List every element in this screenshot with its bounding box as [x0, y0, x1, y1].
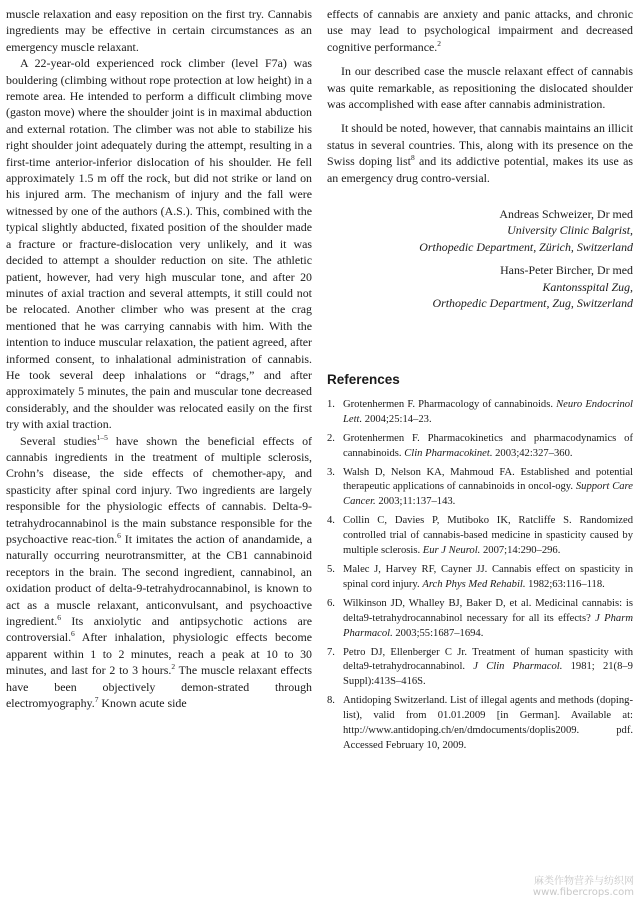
reference-text: Antidoping Switzerland. List of illegal agents and methods (doping-list), valid from 01.01.2009 [in German]. Available at: http://www.antidoping.ch/en/dmdocuments/doplis2009. pdf. Accessed February 10, 2009. — [343, 695, 633, 751]
reference-journal: Neuro Endocrinol Lett. — [343, 398, 633, 425]
watermark-line: 麻类作物营养与纺织网 — [534, 876, 634, 887]
watermark — [533, 876, 634, 898]
reference-item — [327, 646, 633, 691]
reference-number: 1. — [327, 398, 335, 410]
text-span: have shown the beneficial effects of cannabis ingredients in the treatment of multiple sclerosis, Crohn’s disease, the side effects of chemother-apy, and spasticity after spinal cord injury. Two ingredients are largely responsible for the physiologic effects of cannabis. Delta-9-tetrahydrocannabinol is the main substance responsible for the psychoactive reac-tion. — [6, 433, 312, 546]
citation-superscript: 7 — [94, 695, 99, 705]
text-span: and its addictive potential, makes its use as an emergency drug contro-versial. — [327, 154, 633, 185]
author-department: Orthopedic Department, Zug, Switzerland — [432, 296, 633, 311]
reference-journal: J Clin Pharmacol. — [473, 661, 563, 673]
references-heading: References — [327, 371, 400, 387]
left-column — [6, 6, 312, 711]
author-affiliation: University Clinic Balgrist, — [507, 223, 633, 238]
citation-superscript: 2 — [171, 662, 176, 672]
reference-text: Grotenhermen F. Pharmacology of cannabinoids. — [343, 398, 557, 410]
citation-superscript: 1–5 — [96, 432, 108, 442]
citation-superscript: 2 — [437, 38, 442, 48]
citation-superscript: 8 — [410, 153, 415, 163]
citation-superscript: 6 — [71, 629, 75, 639]
reference-tail: 1982;63:116–118. — [525, 578, 605, 590]
reference-tail: 2003;42:327–360. — [492, 447, 573, 459]
reference-journal: J Pharm Pharmacol. — [343, 612, 633, 639]
author-affiliation: Kantonsspital Zug, — [542, 279, 633, 294]
reference-tail: 2004;25:14–23. — [362, 413, 432, 425]
reference-item — [327, 466, 633, 511]
reference-text: Wilkinson JD, Whalley BJ, Baker D, et al. Medicinal cannabis: is delta9-tetrahydrocannabinol necessary for all its effects? — [343, 597, 633, 624]
paragraph-case-report: A 22-year-old experienced rock climber (level F7a) was bouldering (climbing without rope protection at low height) in a remote area. He intended to perform a difficult climbing move (gaston move) where the shoulder joint is in maximal abduction and external rotation. The climber was not able to stabilize his right shoulder joint adequately during the attempt, resulting in a first-time anterior-inferior dislocation of his shoulder. He fell approximately 1.5 m off the rock, but did not strike or land on his injured arm. The mechanism of injury and the fall were witnessed by one of the authors (A.S.). This, combined with the typical slightly abducted, fixated position of the shoulder made a fracture or fracture-dislocation very unlikely, and it was decided to attempt a shoulder reduction on site. The athletic patient, however, had very high muscular tone, and after 20 minutes of axial traction and several attempts, it still could not be relocated. Another climber who was present at the crag mentioned that he was carrying cannabis with him. With the intention to induce muscular relaxation, the patient agreed, after informed consent, to inhalational administration of cannabis. He took several deep inhalations or “drags,” and after approximately 5 minutes, the pain and muscular tone decreased considerably, and the shoulder was relocated easily on the first try with axial traction. — [6, 56, 312, 432]
right-column — [327, 6, 633, 758]
author-name: Andreas Schweizer, Dr med — [499, 207, 633, 222]
reference-item — [327, 563, 633, 593]
text-span: Its anxiolytic and antipsychotic actions are controversial. — [6, 614, 312, 645]
reference-text: Grotenhermen F. Pharmacokinetics and pharmacodynamics of cannabinoids. — [343, 432, 633, 459]
paragraph-illicit-status — [327, 120, 633, 186]
reference-journal: Support Care Cancer. — [343, 481, 633, 508]
reference-item — [327, 694, 633, 754]
reference-number: 4. — [327, 515, 335, 527]
reference-number: 8. — [327, 695, 335, 707]
reference-text: Petro DJ, Ellenberger C Jr. Treatment of human spasticity with delta9-tetrahydrocannabinol. — [343, 646, 633, 673]
reference-item — [327, 514, 633, 559]
reference-item — [327, 398, 633, 428]
watermark-line: www.fibercrops.com — [532, 887, 634, 898]
reference-item — [327, 432, 633, 462]
text-span: It imitates the action of anandamide, a naturally occurring neurotransmitter, at the CB1 cannabinoid receptors in the brain. The second ingredient, cannabinol, an oxidation product of delta-9-tetrahydrocannabinol, is known to act as a muscle relaxant, anticonvulsant, and psychoactive ingredient. — [6, 532, 312, 629]
reference-item — [327, 597, 633, 642]
author-department: Orthopedic Department, Zürich, Switzerland — [419, 239, 633, 254]
paragraph-described-case: In our described case the muscle relaxant effect of cannabis was quite remarkable, as repositioning the dislocated shoulder was accomplished with ease after cannabis administration. — [327, 64, 633, 112]
reference-number: 5. — [327, 563, 335, 575]
reference-text: Collin C, Davies P, Mutiboko IK, Ratcliffe S. Randomized controlled trial of cannabis-based medicine in spasticity caused by multiple sclerosis. — [343, 515, 633, 557]
reference-journal: Clin Pharmacokinet. — [404, 447, 493, 459]
text-span: The muscle relaxant effects have been objectively demon-strated through electromyography. — [6, 663, 312, 711]
reference-tail: 1981; 21(8–9 Suppl):413S–416S. — [343, 661, 633, 688]
reference-tail: 2007;14:290–296. — [480, 545, 561, 557]
paragraph-side-effects — [327, 6, 633, 55]
paragraph-intro-end: muscle relaxation and easy reposition on the first try. Cannabis ingredients may be effective in certain circumstances as an emergency muscle relaxant. — [6, 7, 312, 54]
reference-tail: 2003;11:137–143. — [375, 496, 456, 508]
reference-journal: Eur J Neurol. — [422, 545, 481, 557]
author-signature-2 — [327, 262, 633, 311]
reference-number: 3. — [327, 466, 335, 478]
text-span: After inhalation, physiologic effects become apparent within 1 to 2 minutes, reach a peak at 10 to 30 minutes, and last for 2 to 3 hours. — [6, 630, 312, 678]
text-span: effects of cannabis are anxiety and panic attacks, and chronic use may lead to psychological impairment and decreased cognitive performance. — [327, 7, 633, 54]
reference-journal: Arch Phys Med Rehabil. — [422, 578, 526, 590]
references-list — [327, 398, 633, 754]
citation-superscript: 6 — [117, 531, 121, 541]
text-span: It should be noted, however, that cannabis maintains an illicit status in several countries. This, along with its presence on the Swiss doping list — [327, 121, 633, 169]
reference-number: 7. — [327, 646, 335, 658]
author-signature-1 — [327, 206, 633, 255]
reference-text: Malec J, Harvey RF, Cayner JJ. Cannabis effect on spasticity in spinal cord injury. — [343, 563, 633, 590]
paragraph-studies — [6, 433, 312, 712]
reference-number: 6. — [327, 597, 335, 609]
author-name: Hans-Peter Bircher, Dr med — [500, 263, 633, 278]
citation-superscript: 6 — [57, 613, 61, 623]
text-span: Known acute side — [98, 696, 187, 711]
reference-tail: 2003;55:1687–1694. — [392, 627, 484, 639]
reference-text: Walsh D, Nelson KA, Mahmoud FA. Established and potential therapeutic applications of cannabinoids in oncol-ogy. — [343, 466, 633, 493]
reference-number: 2. — [327, 432, 335, 444]
text-span: Several studies — [20, 433, 97, 448]
